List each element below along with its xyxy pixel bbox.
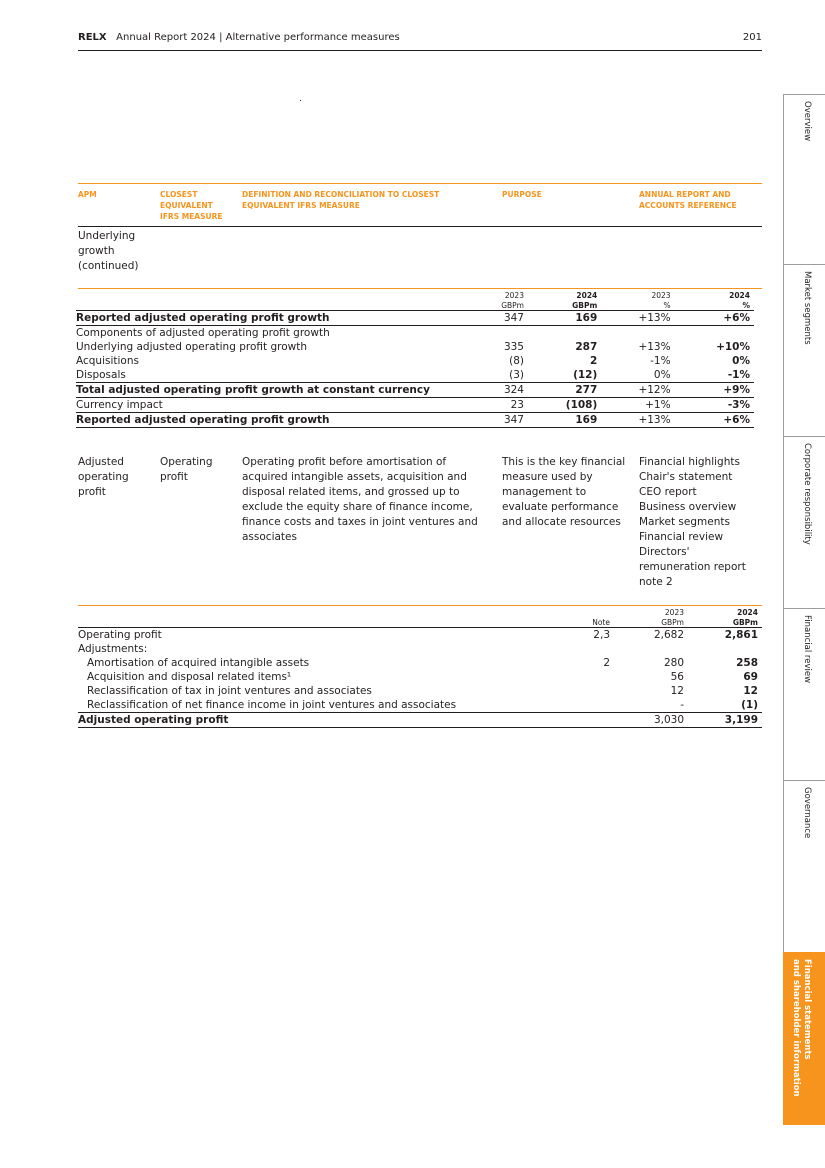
row-label: Reclassification of tax in joint ventures and associates	[87, 685, 372, 697]
cell-note: 2	[603, 657, 610, 669]
cell: 280	[663, 657, 684, 669]
tab-market-segments[interactable]	[783, 264, 825, 437]
col-apm: APM	[78, 190, 97, 199]
cell: +13%	[638, 341, 671, 353]
col-purpose: PURPOSE	[502, 190, 542, 199]
apm-column-headers	[78, 183, 762, 227]
row-label: Disposals	[76, 369, 126, 381]
cell: 69	[743, 671, 758, 683]
cell: 0%	[732, 355, 750, 367]
cell: 12	[670, 685, 684, 697]
adjusted-definition: Operating profit before amortisation of acquired intangible assets, acquisition and disposal related items, and grossed up to exclude the equity share of finance income, finance costs and taxes in joint ventures and associates	[242, 456, 478, 543]
table-row	[76, 311, 754, 326]
row-label: Components of adjusted operating profit growth	[76, 326, 463, 341]
growth-header-units	[76, 300, 754, 311]
tab-label: Market segments	[802, 271, 812, 345]
cell: 169	[528, 311, 601, 326]
cell: 23	[463, 398, 528, 413]
row-label: Underlying adjusted operating profit growth	[76, 341, 307, 353]
table-row	[78, 642, 762, 656]
reference-item: Financial review	[639, 531, 724, 543]
gh-unit-3: %	[663, 300, 671, 310]
adjusted-purpose: This is the key financial measure used by management to evaluate performance and allocate resources	[502, 456, 626, 528]
cell: 169	[528, 413, 601, 428]
cell: 3,030	[614, 713, 688, 728]
underlying-growth-apm: Underlying growth (continued)	[78, 230, 139, 272]
cell: 2,861	[688, 628, 762, 643]
cell: -1%	[727, 369, 750, 381]
table-row	[78, 628, 762, 643]
ph-2023: 2023	[664, 607, 684, 617]
report-title: Annual Report 2024 | Alternative performance measures	[116, 32, 400, 43]
growth-header-years	[76, 290, 754, 300]
table-row	[76, 368, 754, 383]
cell: 0%	[653, 369, 671, 381]
cell: 258	[736, 657, 758, 669]
cell: (108)	[528, 398, 601, 413]
cell: (12)	[573, 369, 598, 381]
cell: 2,682	[614, 628, 688, 643]
ph-unit-2023: GBPm	[661, 617, 684, 627]
row-label: Reported adjusted operating profit growth	[76, 311, 463, 326]
cell: +13%	[601, 413, 674, 428]
cell-note: 2,3	[558, 628, 614, 643]
row-label: Total adjusted operating profit growth at constant currency	[76, 383, 463, 398]
ph-unit-2024: GBPm	[732, 617, 758, 627]
tab-overview[interactable]	[783, 94, 825, 265]
table-row	[76, 354, 754, 368]
cell-note	[558, 684, 614, 698]
page-header	[78, 32, 762, 51]
table-row	[78, 713, 762, 728]
reference-item: Business overview	[639, 501, 737, 513]
cell: +6%	[675, 413, 754, 428]
table-row	[76, 383, 754, 398]
tab-financial-statements[interactable]	[783, 952, 825, 1125]
row-label: Reported adjusted operating profit growth	[76, 413, 463, 428]
cell: 347	[463, 311, 528, 326]
table-row	[78, 684, 762, 698]
tab-label: Corporate responsibility	[802, 443, 812, 545]
tab-governance[interactable]	[783, 780, 825, 953]
cell: 2	[589, 355, 598, 367]
cell: 277	[528, 383, 601, 398]
reference-item: note 2	[639, 576, 673, 588]
cell: (1)	[741, 699, 758, 711]
cell: 3,199	[688, 713, 762, 728]
growth-table	[76, 290, 754, 428]
cell: 347	[463, 413, 528, 428]
table-row	[78, 670, 762, 684]
ph-2024: 2024	[737, 607, 758, 617]
cell: 287	[575, 341, 598, 353]
growth-table-rule	[78, 288, 762, 289]
cell: -3%	[675, 398, 754, 413]
gh-unit-1: GBPm	[501, 300, 524, 310]
tab-label: Financial review	[802, 615, 812, 684]
gh-2024-pct: 2024	[729, 290, 750, 300]
gh-unit-4: %	[742, 300, 750, 310]
cell: 324	[463, 383, 528, 398]
table-row	[76, 398, 754, 413]
profit-header-years	[78, 607, 762, 617]
col-closest: CLOSEST EQUIVALENT IFRS MEASURE	[160, 190, 223, 221]
gh-unit-2: GBPm	[572, 300, 598, 310]
cell: -1%	[650, 355, 671, 367]
reference-item: Directors' remuneration report	[639, 546, 746, 573]
cell: -	[680, 699, 684, 711]
row-label: Operating profit	[78, 628, 558, 643]
cell: 335	[503, 341, 524, 353]
cell: 12	[743, 685, 758, 697]
table-row	[76, 326, 754, 341]
adjusted-references	[639, 455, 759, 590]
cell: +6%	[675, 311, 754, 326]
profit-table-rule	[78, 605, 762, 606]
cell: 56	[670, 671, 684, 683]
ph-note: Note	[592, 617, 610, 627]
cell: (3)	[509, 369, 524, 381]
tab-label: Governance	[802, 787, 812, 839]
row-label: Adjusted operating profit	[78, 713, 558, 728]
cell-note	[558, 670, 614, 684]
page-number: 201	[742, 32, 762, 43]
col-definition: DEFINITION AND RECONCILIATION TO CLOSEST EQUIVALENT IFRS MEASURE	[242, 190, 440, 210]
table-row	[78, 656, 762, 670]
reference-item: Financial highlights	[639, 456, 740, 468]
table-row	[76, 340, 754, 354]
row-label: Amortisation of acquired intangible assets	[87, 657, 310, 669]
row-label: Currency impact	[76, 398, 463, 413]
gh-2024: 2024	[576, 290, 598, 300]
cell: +1%	[601, 398, 674, 413]
cell-note	[558, 713, 614, 728]
adjusted-closest: Operating profit	[160, 456, 213, 483]
row-label: Acquisitions	[76, 355, 139, 367]
tab-corporate-responsibility[interactable]	[783, 436, 825, 609]
cell-note	[558, 698, 614, 713]
cell: +9%	[675, 383, 754, 398]
reference-item: CEO report	[639, 486, 697, 498]
tab-financial-review[interactable]	[783, 608, 825, 781]
row-label: Acquisition and disposal related items¹	[87, 671, 292, 683]
row-label: Reclassification of net finance income in joint ventures and associates	[87, 699, 457, 711]
cell: (8)	[509, 355, 524, 367]
table-row	[76, 413, 754, 428]
cell: +12%	[601, 383, 674, 398]
profit-table	[78, 607, 762, 728]
cell: +10%	[716, 341, 750, 353]
col-reference: ANNUAL REPORT AND ACCOUNTS REFERENCE	[639, 190, 737, 210]
brand-name: RELX	[78, 32, 107, 43]
gh-2023: 2023	[504, 290, 524, 300]
table-row	[78, 698, 762, 713]
stray-mark	[300, 100, 301, 101]
profit-header-units	[78, 617, 762, 628]
adjusted-apm: Adjusted operating profit	[78, 456, 129, 498]
reference-item: Market segments	[639, 516, 730, 528]
cell: +13%	[601, 311, 674, 326]
tab-label: Overview	[802, 101, 812, 142]
row-label: Adjustments:	[78, 643, 148, 655]
gh-2023-pct: 2023	[651, 290, 671, 300]
tab-label: Financial statements and shareholder information	[791, 959, 812, 1097]
reference-item: Chair's statement	[639, 471, 733, 483]
